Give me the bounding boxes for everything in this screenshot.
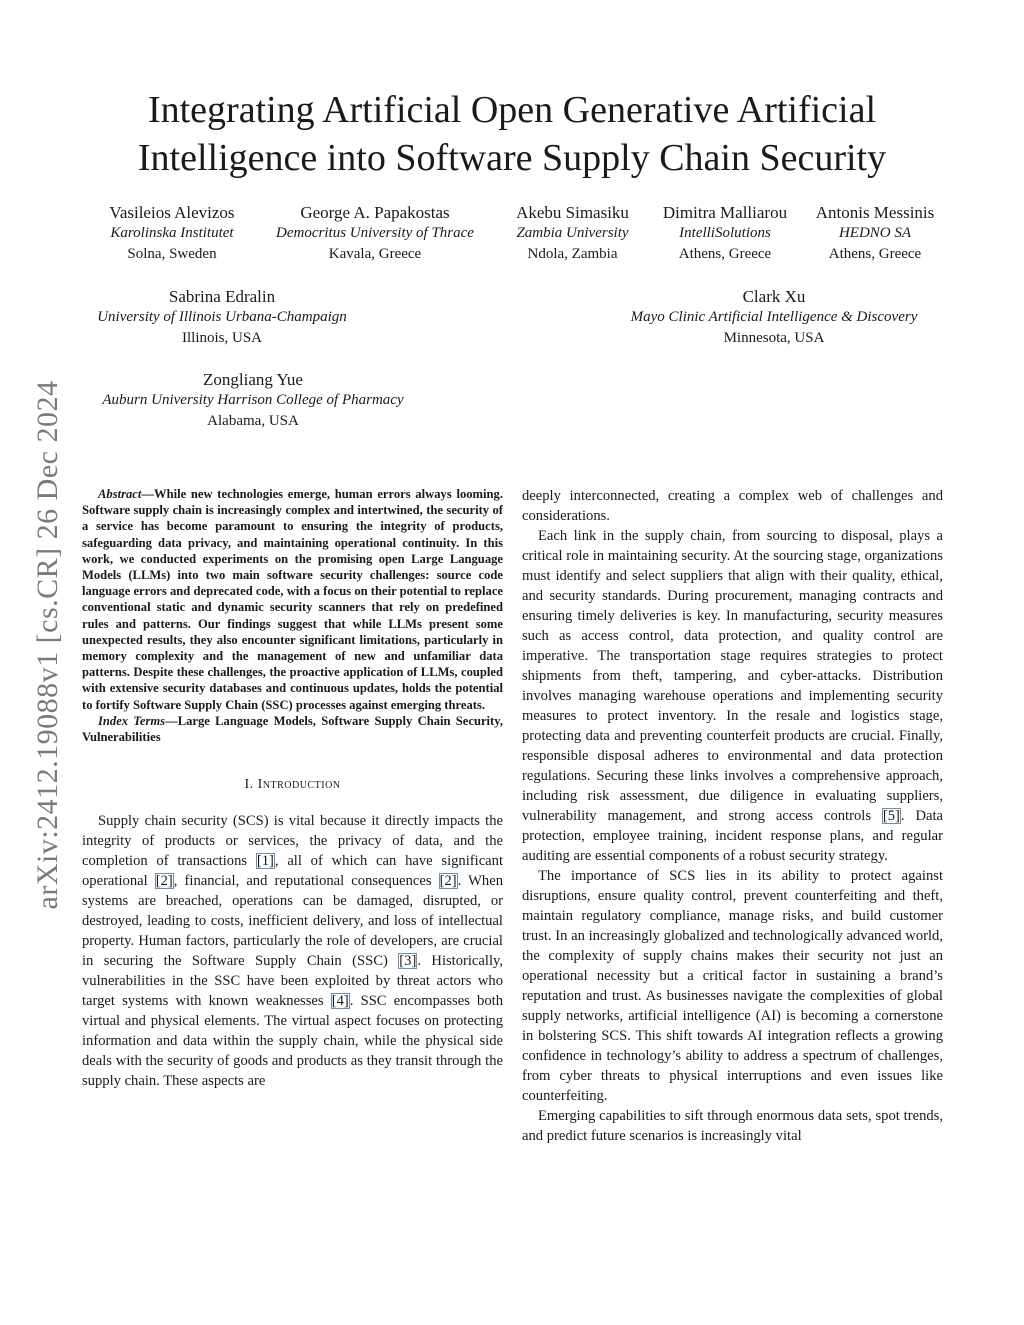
author-affiliation: Zambia University — [516, 225, 629, 241]
index-terms-label: Index Terms — [98, 713, 166, 728]
author-location: Ndola, Zambia — [527, 246, 618, 262]
author-name: Dimitra Malliarou — [662, 203, 788, 222]
title-line-2: Intelligence into Software Supply Chain Security — [137, 137, 887, 179]
author-name: Antonis Messinis — [815, 203, 935, 222]
author-name: Zongliang Yue — [203, 370, 303, 389]
text-run: . Data protection, employee training, incident response plans, and regular auditing are essential components of a robust security strategy. — [522, 808, 943, 864]
author-location: Illinois, USA — [181, 330, 262, 346]
author-location: Solna, Sweden — [127, 246, 217, 262]
abstract — [82, 486, 503, 713]
text-run: . When systems are breached, operations can be damaged, disrupted, or destroyed, leading to costs, inefficient delivery, and loss of intellectual property. Human factors, particularly the role of developers, are crucial in securing the Software Supply Chain (SSC) — [82, 873, 503, 970]
author-affiliation: HEDNO SA — [838, 225, 912, 241]
intro-paragraph-4: Emerging capabilities to sift through enormous data sets, spot trends, and predict future scenarios is increasingly vital — [522, 1108, 943, 1144]
arxiv-side-identifier — [28, 350, 68, 940]
author-name: Vasileios Alevizos — [109, 203, 235, 222]
index-terms — [82, 713, 503, 745]
citation-link[interactable]: [4] — [331, 993, 349, 1010]
citation-link[interactable]: [5] — [882, 808, 900, 824]
citation-link[interactable]: [2] — [155, 873, 173, 890]
author-block — [72, 286, 372, 349]
author-location: Athens, Greece — [828, 246, 922, 262]
text-run: , financial, and reputational consequences — [173, 873, 439, 890]
author-name: Akebu Simasiku — [516, 203, 629, 222]
intro-paragraph-1-continued: deeply interconnected, creating a complex web of challenges and considerations. — [522, 488, 943, 524]
author-affiliation: University of Illinois Urbana-Champaign — [97, 309, 347, 325]
right-column — [522, 486, 943, 1146]
title-line-1: Integrating Artificial Open Generative Artificial — [147, 89, 877, 131]
author-affiliation: Auburn University Harrison College of Pharmacy — [102, 392, 404, 408]
author-block — [598, 286, 950, 349]
author-name: Clark Xu — [742, 287, 806, 306]
author-name: George A. Papakostas — [300, 203, 450, 222]
index-terms-text: —Large Language Models, Software Supply Chain Security, Vulnerabilities — [82, 713, 503, 745]
author-location: Kavala, Greece — [328, 246, 422, 262]
citation-link[interactable]: [2] — [439, 873, 457, 890]
author-block — [82, 202, 262, 265]
text-run: Supply chain security (SCS) is vital because it directly impacts the integrity of products or services, the privacy of data, and the completion of transactions — [82, 813, 503, 870]
author-block — [650, 202, 800, 265]
author-affiliation: Karolinska Institutet — [110, 225, 234, 241]
paper-title — [82, 86, 942, 182]
intro-paragraph-1 — [82, 811, 503, 1091]
author-block — [495, 202, 650, 265]
author-name: Sabrina Edralin — [168, 287, 276, 306]
left-column — [82, 486, 503, 1091]
arxiv-identifier-text: arXiv:2412.19088v1 [cs.CR] 26 Dec 2024 — [31, 380, 64, 910]
citation-link[interactable]: [3] — [399, 953, 417, 970]
text-run: . SSC encompasses both virtual and physical elements. The virtual aspect focuses on protecting information and data within the supply chain, while the physical side deals with the security of goods and products as they transit through the supply chain. These aspects are — [82, 993, 503, 1090]
author-affiliation: Democritus University of Thrace — [276, 225, 474, 241]
intro-paragraph-3: The importance of SCS lies in its ability to protect against disruptions, ensure quality control, prevent counterfeiting and theft, maintain regulatory compliance, manage risks, and build customer trust. In an increasingly globalized and technologically advanced world, the complexity of supply chains makes their security not just an operational necessity but a critical factor in sustaining a brand’s reputation and trust. As businesses navigate the complexities of global supply networks, artificial intelligence (AI) is becoming a cornerstone in bolstering SCS. This shift towards AI integration reflects a growing confidence in technology’s ability to address a spectrum of challenges, from cyber threats to physical interruptions and even issues like counterfeiting. — [522, 868, 943, 1104]
author-affiliation: Mayo Clinic Artificial Intelligence & Discovery — [630, 309, 918, 325]
text-run: Each link in the supply chain, from sourcing to disposal, plays a critical role in maintaining security. At the sourcing stage, organizations must identify and select suppliers that align with their quality, ethical, and security standards. During procurement, managing contracts and ensuring timely deliveries is key. In manufacturing, security measures such as access control, data protection, and quality control are imperative. The transportation stage requires strategies to protect shipments from theft, tampering, and cyber-attacks. Distribution involves managing warehouse operations and implementing security measures to protect inventory. In the resale and logistics stage, protecting data and preventing counterfeit products are crucial. Finally, responsible disposal adheres to environmental and data protection regulations. Securing these links involves a comprehensive approach, including risk assessment, due diligence in evaluating suppliers, vulnerability management, and strong access controls — [522, 528, 943, 824]
author-location: Athens, Greece — [678, 246, 772, 262]
citation-link[interactable]: [1] — [256, 853, 274, 870]
author-block — [255, 202, 495, 265]
text-run: , all of which can have significant operational — [82, 853, 504, 890]
author-location: Minnesota, USA — [723, 330, 825, 346]
intro-paragraph-2 — [522, 526, 943, 866]
author-location: Alabama, USA — [207, 413, 299, 429]
section-heading: I. Introduction — [244, 777, 341, 793]
text-run: . Historically, vulnerabilities in the SSC have been exploited by threat actors who target systems with known weaknesses — [82, 953, 503, 1010]
abstract-text: —While new technologies emerge, human errors always looming. Software supply chain is increasingly complex and intertwined, the security of a service has become paramount to ensuring the integrity of products, safeguarding data privacy, and maintaining operational continuity. In this work, we conducted experiments on the promising open Large Language Models (LLMs) into two main software security challenges: source code language errors and deprecated code, with a focus on their potential to replace conventional static and dynamic security scanners that rely on predefined rules and patterns. Our findings suggest that while LLMs present some unexpected results, they also encounter significant limitations, particularly in memory complexity and the management of new and unfamiliar data patterns. Despite these challenges, the proactive application of LLMs, coupled with extensive security databases and continuous updates, holds the potential to fortify Software Supply Chain (SSC) processes against emerging threats. — [82, 487, 503, 712]
abstract-label: Abstract — [98, 487, 142, 501]
author-affiliation: IntelliSolutions — [679, 225, 771, 241]
author-block — [800, 202, 950, 265]
author-block — [72, 369, 434, 432]
